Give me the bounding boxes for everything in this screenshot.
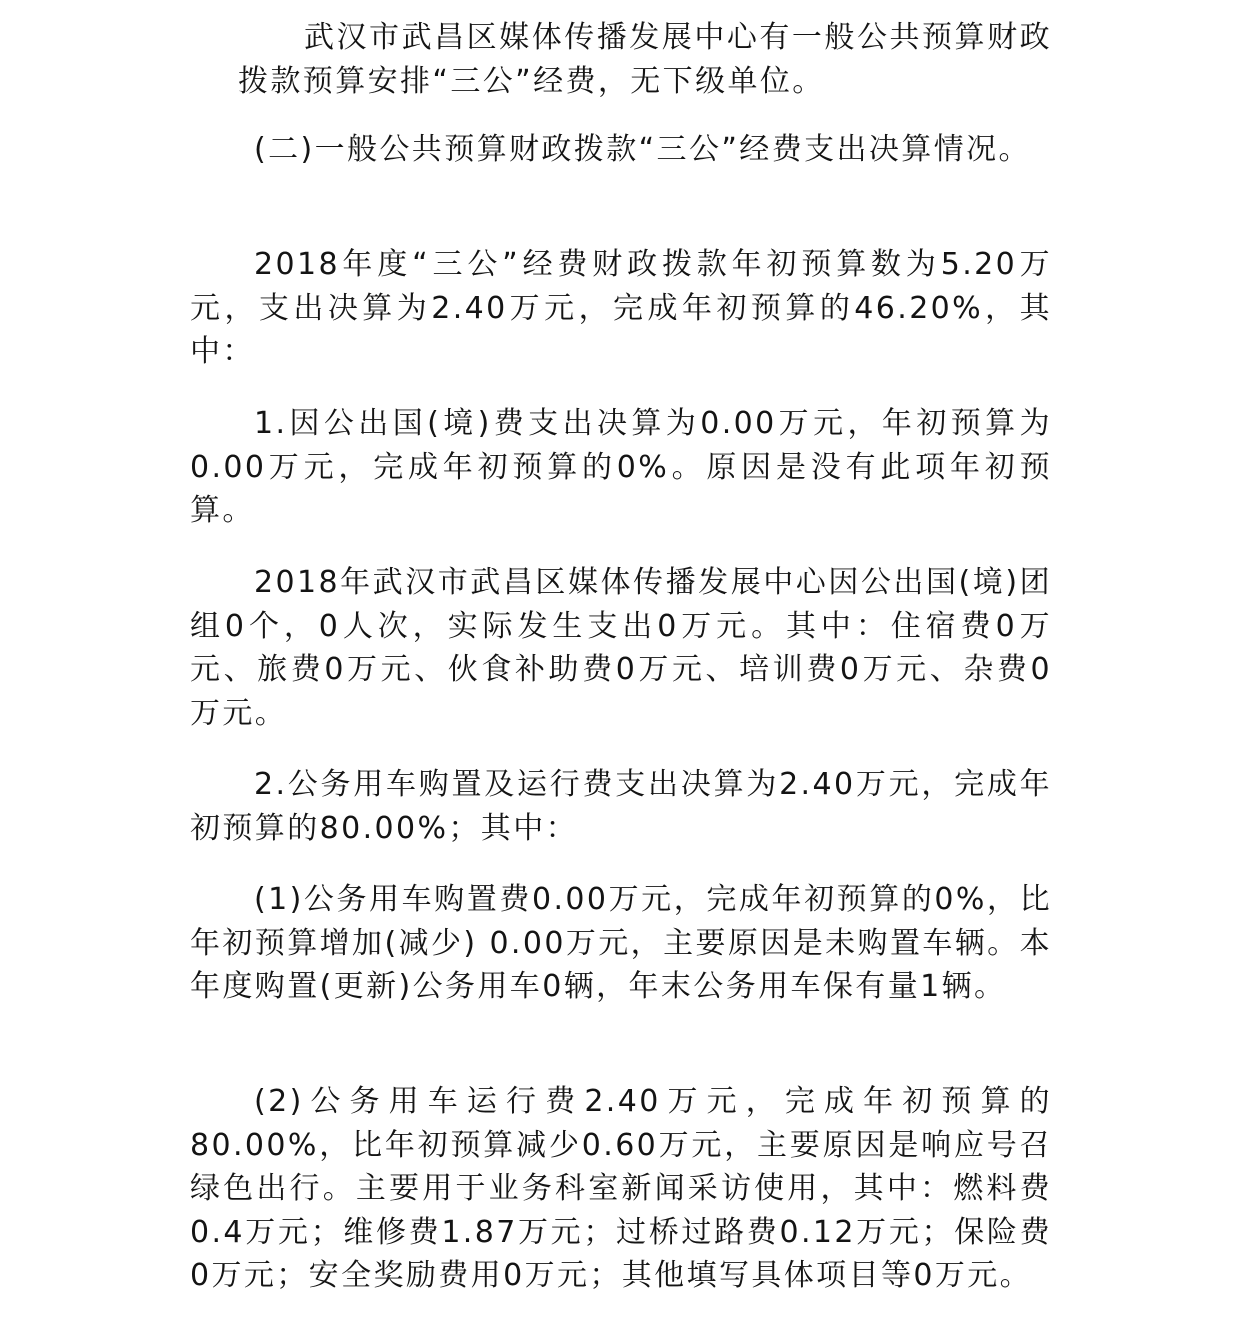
paragraph-overseas-travel-expense: 1.因公出国(境)费支出决算为0.00万元，年初预算为0.00万元，完成年初预算的0%。原因是没有此项年初预算。 (190, 406, 1052, 528)
paragraph-vehicle-operation: (2)公务用车运行费2.40万元，完成年初预算的80.00%，比年初预算减少0.60万元，主要原因是响应号召绿色出行。主要用于业务科室新闻采访使用，其中：燃料费0.4万元；维修费1.87万元；过桥过路费0.12万元；保险费0万元；安全奖励费用0万元；其他填写具体项目等0万元。 (190, 1084, 1052, 1293)
paragraph-annual-summary: 2018年度“三公”经费财政拨款年初预算数为5.20万元，支出决算为2.40万元，完成年初预算的46.20%，其中： (190, 247, 1052, 369)
paragraph-vehicle-purchase: (1)公务用车购置费0.00万元，完成年初预算的0%，比年初预算增加(减少) 0.00万元，主要原因是未购置车辆。本年度购置(更新)公务用车0辆，年末公务用车保有量1辆。 (190, 882, 1052, 1004)
paragraph-overseas-travel-detail: 2018年武汉市武昌区媒体传播发展中心因公出国(境)团组0个，0人次，实际发生支出0万元。其中：住宿费0万元、旅费0万元、伙食补助费0万元、培训费0万元、杂费0万元。 (190, 565, 1052, 731)
paragraph-budget-arrangement: 武汉市武昌区媒体传播发展中心有一般公共预算财政拨款预算安排“三公”经费，无下级单位。 (238, 20, 1052, 99)
section-heading-three-public-expenses: (二)一般公共预算财政拨款“三公”经费支出决算情况。 (254, 132, 1031, 167)
paragraph-official-vehicle-expense: 2.公务用车购置及运行费支出决算为2.40万元，完成年初预算的80.00%；其中： (190, 767, 1052, 846)
